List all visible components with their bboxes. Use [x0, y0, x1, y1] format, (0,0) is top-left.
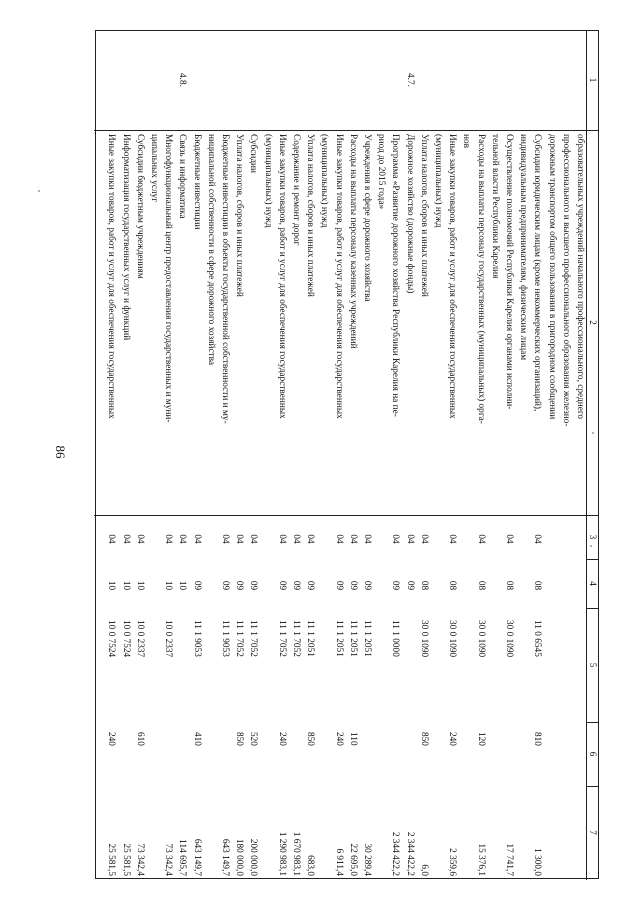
- row-target-code: 11 1 2051: [362, 620, 372, 657]
- scan-speck: [38, 190, 40, 192]
- column-divider: [94, 130, 599, 131]
- row-target-code: 11 1 2051: [333, 620, 344, 657]
- table-header: [586, 30, 599, 880]
- row-subsection: 10: [106, 580, 117, 591]
- row-expense-type: 240: [447, 732, 458, 746]
- row-section: 04: [333, 534, 344, 544]
- row-name: Субсидии бюджетным учреждениям: [134, 134, 145, 279]
- row-amount: 180 000,0: [234, 838, 245, 876]
- row-name: Иные закупки товаров, работ и услуг для обеспечения государственных: [106, 134, 117, 419]
- row-name: дорожным транспортом общего пользования в пригородном сообщении: [546, 134, 557, 420]
- budget-table: [94, 30, 599, 880]
- row-section: 04: [418, 534, 429, 544]
- row-expense-type: 240: [276, 732, 287, 746]
- row-expense-type: 120: [475, 732, 486, 746]
- row-amount: 73 342,4: [163, 843, 174, 876]
- row-subsection: 09: [291, 580, 301, 591]
- row-subsection: 08: [475, 580, 486, 591]
- row-number: 4.8.: [177, 73, 188, 87]
- scan-speck: [590, 545, 592, 547]
- header-col-5: 5: [588, 662, 598, 668]
- row-name: риод до 2015 года»: [376, 134, 387, 210]
- row-subsection: 09: [404, 580, 415, 591]
- row-expense-type: 520: [248, 732, 259, 746]
- row-target-code: 11 1 7052: [248, 620, 259, 657]
- row-section: 04: [177, 534, 188, 544]
- row-subsection: 08: [504, 580, 514, 591]
- row-target-code: 11 0 6545: [532, 620, 543, 657]
- row-expense-type: 410: [191, 732, 202, 746]
- row-section: 04: [404, 534, 415, 544]
- row-amount: 114 695,7: [177, 839, 188, 876]
- row-target-code: 11 1 7052: [234, 620, 245, 657]
- row-name: Бюджетные инвестиции в объекты государственной собственности и му-: [220, 134, 230, 424]
- row-name: образовательных учреждений начального профессионального, среднего: [575, 134, 585, 420]
- row-target-code: 11 1 2051: [305, 620, 316, 657]
- row-target-code: 30 0 1090: [504, 620, 514, 658]
- row-amount: 25 581,5: [106, 843, 117, 876]
- row-amount: 1 290 983,1: [276, 831, 287, 876]
- row-name: Содержание и ремонт дорог: [291, 134, 301, 246]
- header-col-2: 2: [588, 320, 598, 325]
- row-name: тельной власти Республики Карелия: [489, 134, 500, 279]
- row-name: нов: [461, 134, 472, 149]
- row-expense-type: 240: [333, 732, 344, 746]
- row-expense-type: 240: [106, 732, 117, 746]
- row-subsection: 09: [276, 580, 287, 591]
- row-target-code: 11 1 9053: [191, 620, 202, 657]
- column-divider: [587, 608, 599, 609]
- row-name: ципальных услуг: [149, 134, 159, 203]
- row-target-code: 11 1 2051: [347, 620, 358, 657]
- row-subsection: 09: [234, 580, 245, 591]
- row-name: (муниципальных) нужд: [319, 134, 330, 228]
- row-expense-type: 850: [305, 732, 316, 746]
- row-subsection: 09: [191, 580, 202, 591]
- row-name: Дорожное хозяйство (дорожные фонды): [404, 134, 415, 294]
- row-subsection: 10: [120, 580, 131, 591]
- row-section: 04: [163, 534, 174, 544]
- row-amount: 22 695,0: [347, 843, 358, 876]
- row-target-code: 10 0 7524: [120, 620, 131, 658]
- row-amount: 6,0: [418, 864, 429, 876]
- row-amount: 6 911,4: [333, 848, 344, 876]
- header-col-6: 6: [588, 751, 598, 757]
- row-section: 04: [390, 534, 401, 544]
- row-name: Уплата налогов, сборов и иных платежей: [305, 134, 316, 297]
- row-name: Информатизация государственных услуг и функций: [120, 134, 131, 341]
- row-name: Иные закупки товаров, работ и услуг для обеспечения государственных: [447, 134, 458, 419]
- scan-speck: [592, 432, 594, 434]
- row-target-code: 11 1 7052: [291, 620, 301, 657]
- row-subsection: 09: [362, 580, 372, 591]
- row-name: Многофункциональный центр предоставления государственных и муни-: [163, 134, 174, 423]
- row-amount: 2 344 422,2: [390, 831, 401, 876]
- row-name: Субсидии юридическим лицам (кроме некоммерческих организаций),: [532, 134, 543, 412]
- row-target-code: 30 0 1090: [418, 620, 429, 658]
- row-subsection: 08: [532, 580, 543, 591]
- header-col-3: 3: [588, 534, 598, 540]
- row-amount: 643 149,7: [220, 838, 230, 876]
- row-name: Расходы на выплаты персоналу казенных учреждений: [347, 134, 358, 349]
- row-subsection: 10: [177, 580, 188, 591]
- column-divider: [587, 722, 599, 723]
- row-name: (муниципальных) нужд: [433, 134, 443, 228]
- row-amount: 1 670 983,1: [291, 831, 301, 876]
- header-col-1: 1: [588, 77, 598, 83]
- column-divider: [587, 786, 599, 787]
- row-subsection: 08: [447, 580, 458, 591]
- row-amount: 683,0: [305, 855, 316, 876]
- row-amount: 2 359,6: [447, 848, 458, 876]
- row-section: 04: [305, 534, 316, 544]
- row-amount: 200 000,0: [248, 838, 259, 876]
- row-name: Расходы на выплаты персоналу государственных (муниципальных) орга-: [475, 134, 486, 424]
- row-name: Программа «Развитие дорожного хозяйства Республики Карелия на пе-: [390, 134, 401, 417]
- header-col-4: 4: [588, 581, 598, 586]
- row-name: ниципальной собственности в сфере дорожного хозяйства: [205, 134, 216, 366]
- row-section: 04: [134, 534, 145, 544]
- row-name: Связь и информатика: [177, 134, 188, 219]
- row-section: 04: [447, 534, 458, 544]
- row-subsection: 10: [134, 580, 145, 591]
- row-section: 04: [220, 534, 230, 544]
- row-expense-type: 850: [418, 732, 429, 746]
- row-target-code: 11 1 9053: [220, 620, 230, 657]
- row-section: 04: [291, 534, 301, 544]
- row-expense-type: 850: [234, 732, 245, 746]
- row-name: Иные закупки товаров, работ и услуг для обеспечения государственных: [276, 134, 287, 419]
- row-subsection: 10: [163, 580, 174, 591]
- row-name: Субсидии: [248, 134, 259, 174]
- row-amount: 17 741,7: [504, 843, 514, 876]
- row-expense-type: 110: [347, 732, 358, 746]
- row-section: 04: [475, 534, 486, 544]
- row-amount: 15 376,1: [475, 843, 486, 876]
- row-section: 04: [347, 534, 358, 544]
- row-section: 04: [532, 534, 543, 544]
- row-number: 4.7.: [404, 73, 415, 87]
- row-amount: 30 289,4: [362, 843, 372, 876]
- row-subsection: 09: [220, 580, 230, 591]
- row-subsection: 09: [248, 580, 259, 591]
- header-col-7: 7: [588, 830, 598, 835]
- row-expense-type: 610: [134, 732, 145, 746]
- row-name: Учреждения в сфере дорожного хозяйства: [362, 134, 372, 302]
- row-section: 04: [234, 534, 245, 544]
- row-name: Уплата налогов, сборов и иных платежей: [234, 134, 245, 297]
- row-name: Уплата налогов, сборов и иных платежей: [418, 134, 429, 297]
- row-name: Бюджетные инвестиции: [191, 134, 202, 230]
- row-target-code: 10 0 2337: [163, 620, 174, 658]
- row-subsection: 09: [333, 580, 344, 591]
- row-name: профессионального и высшего профессионального образования железно-: [560, 134, 571, 427]
- row-subsection: 08: [418, 580, 429, 591]
- row-name: индивидуальным предпринимателям, физическим лицам: [518, 134, 529, 361]
- row-section: 04: [106, 534, 117, 544]
- row-name: Иные закупки товаров, работ и услуг для обеспечения государственных: [333, 134, 344, 419]
- row-target-code: 11 1 7052: [276, 620, 287, 657]
- row-section: 04: [120, 534, 131, 544]
- row-target-code: 10 0 7524: [106, 620, 117, 658]
- row-amount: 25 581,5: [120, 843, 131, 876]
- row-target-code: 30 0 1090: [475, 620, 486, 658]
- row-subsection: 09: [305, 580, 316, 591]
- row-amount: 73 342,4: [134, 843, 145, 876]
- row-section: 04: [248, 534, 259, 544]
- row-subsection: 09: [390, 580, 401, 591]
- row-target-code: 10 0 2337: [134, 620, 145, 658]
- row-target-code: 11 1 0000: [390, 620, 401, 657]
- row-section: 04: [504, 534, 514, 544]
- row-section: 04: [276, 534, 287, 544]
- column-divider: [587, 559, 599, 560]
- row-name: Осуществление полномочий Республики Карелия органами исполни-: [504, 134, 514, 410]
- row-subsection: 09: [347, 580, 358, 591]
- row-amount: 1 300,0: [532, 848, 543, 876]
- row-amount: 2 344 422,2: [404, 831, 415, 876]
- row-amount: 643 149,7: [191, 838, 202, 876]
- row-section: 04: [362, 534, 372, 544]
- row-name: (муниципальных) нужд: [262, 134, 273, 228]
- column-divider: [94, 515, 599, 516]
- row-target-code: 30 0 1090: [447, 620, 458, 658]
- page-number: 86: [53, 445, 68, 459]
- row-expense-type: 810: [532, 732, 543, 746]
- row-section: 04: [191, 534, 202, 544]
